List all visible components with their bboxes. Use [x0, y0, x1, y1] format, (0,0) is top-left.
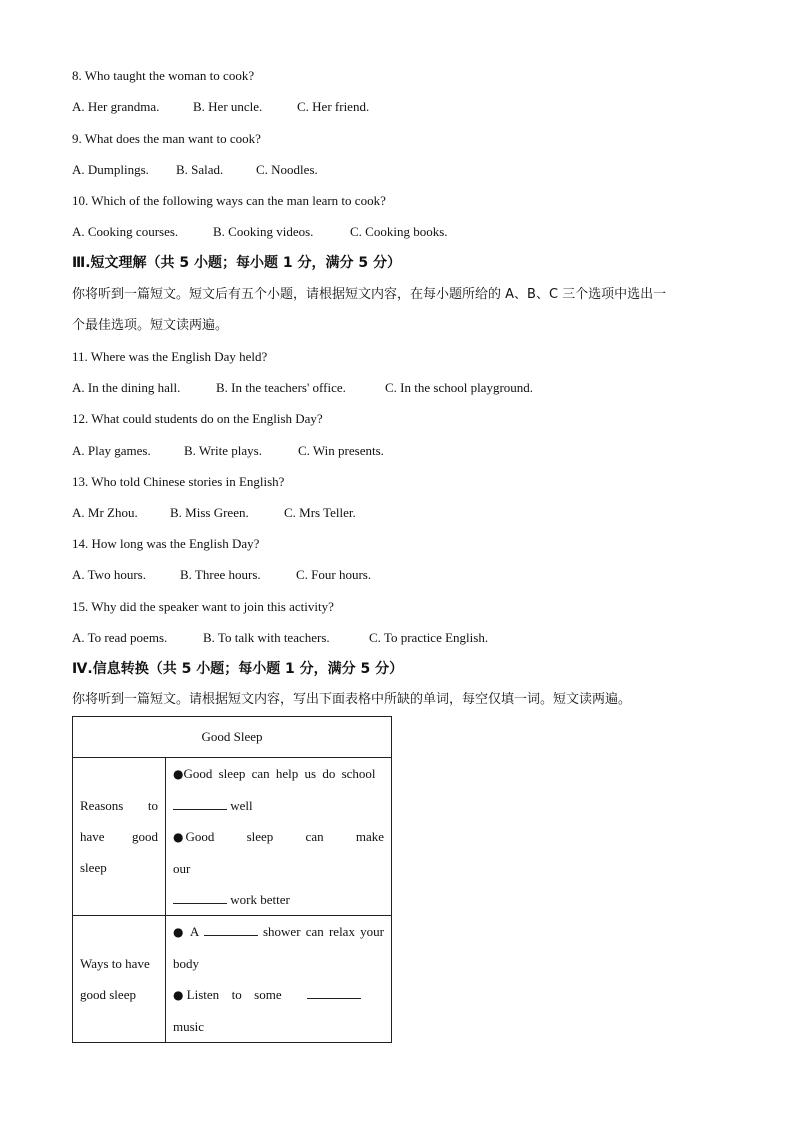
answer-blank[interactable]: [173, 891, 227, 904]
label-word: Reasons: [80, 798, 124, 813]
section-4-heading: Ⅳ.信息转换（共 5 小题；每小题 1 分，满分 5 分）: [72, 661, 404, 677]
label-word: have: [80, 829, 105, 844]
question-15-text: 15. Why did the speaker want to join this activity?: [72, 599, 334, 614]
question-10-options: [72, 224, 448, 240]
option-a: A. Play games.: [72, 443, 151, 458]
bullet-icon: ●: [173, 767, 184, 781]
option-b: B. Three hours.: [180, 567, 261, 582]
option-c: C. Her friend.: [297, 99, 370, 114]
option-a: A. To read poems.: [72, 630, 168, 645]
question-12-options: [72, 443, 384, 459]
table-item: [173, 758, 384, 821]
table-item: [173, 916, 384, 979]
question-11-text: 11. Where was the English Day held?: [72, 349, 268, 364]
option-a: A. Mr Zhou.: [72, 505, 138, 520]
question-15-options: [72, 630, 488, 646]
section-3-instruction-line-2: 个最佳选项。短文读两遍。: [72, 318, 229, 333]
answer-blank[interactable]: [204, 923, 258, 936]
question-14-options: [72, 567, 371, 583]
item-text: shower can relax your body: [173, 924, 384, 971]
option-c: C. Noodles.: [256, 162, 318, 177]
question-9-text: 9. What does the man want to cook?: [72, 131, 261, 146]
option-a: A. Her grandma.: [72, 99, 160, 114]
item-text: Listen to some: [186, 987, 282, 1002]
item-text: A: [189, 924, 199, 939]
option-c: C. Mrs Teller.: [284, 505, 356, 520]
question-10-text: 10. Which of the following ways can the man learn to cook?: [72, 193, 386, 208]
option-b: B. Cooking videos.: [213, 224, 314, 239]
answer-blank[interactable]: [307, 986, 361, 999]
label-word: to: [147, 798, 158, 813]
question-12-text: 12. What could students do on the English Day?: [72, 411, 323, 426]
item-text: music: [173, 1019, 205, 1034]
option-c: C. Win presents.: [298, 443, 384, 458]
option-a: A. Dumplings.: [72, 162, 149, 177]
question-8-text: 8. Who taught the woman to cook?: [72, 68, 255, 83]
item-text: Good sleep can help us do school: [183, 766, 376, 781]
option-b: B. Her uncle.: [193, 99, 263, 114]
table-row: [73, 916, 392, 1043]
question-13-text: 13. Who told Chinese stories in English?: [72, 474, 285, 489]
table-row: [73, 758, 392, 916]
label-word: good: [132, 829, 158, 844]
question-8-options: [72, 99, 369, 115]
row-content-reasons: [166, 758, 392, 916]
row-content-ways: [166, 916, 392, 1043]
row-label-reasons: [73, 758, 166, 916]
question-11-options: [72, 380, 533, 396]
table-title: Good Sleep: [73, 717, 392, 758]
option-a: A. Cooking courses.: [72, 224, 179, 239]
option-b: B. In the teachers' office.: [216, 380, 346, 395]
bullet-icon: ●: [173, 830, 186, 844]
option-b: B. Miss Green.: [170, 505, 249, 520]
item-text: work better: [230, 892, 290, 907]
option-a: A. In the dining hall.: [72, 380, 181, 395]
item-text: Good sleep can make our: [173, 829, 384, 876]
option-c: C. To practice English.: [369, 630, 489, 645]
option-b: B. Write plays.: [184, 443, 262, 458]
question-14-text: 14. How long was the English Day?: [72, 536, 260, 551]
table-item: [173, 821, 384, 915]
label-line: Ways to have: [80, 956, 150, 971]
bullet-icon: ●: [173, 925, 186, 939]
option-c: C. In the school playground.: [385, 380, 534, 395]
label-word: sleep: [80, 860, 107, 875]
label-line: good sleep: [80, 987, 136, 1002]
option-b: B. To talk with teachers.: [203, 630, 330, 645]
question-13-options: [72, 505, 356, 521]
section-3-instruction-line-1: 你将听到一篇短文。短文后有五个小题，请根据短文内容，在每小题所给的 A、B、C 三个选项中选出一: [72, 287, 667, 302]
option-b: B. Salad.: [176, 162, 224, 177]
section-3-heading: Ⅲ.短文理解（共 5 小题；每小题 1 分，满分 5 分）: [72, 255, 402, 271]
option-c: C. Four hours.: [296, 567, 372, 582]
option-c: C. Cooking books.: [350, 224, 448, 239]
bullet-icon: ●: [173, 988, 187, 1002]
answer-blank[interactable]: [173, 797, 227, 810]
row-label-ways: [73, 916, 166, 1043]
section-4-instruction: 你将听到一篇短文。请根据短文内容，写出下面表格中所缺的单词，每空仅填一词。短文读两遍。: [72, 692, 632, 707]
question-9-options: [72, 162, 318, 178]
table-item: [173, 979, 384, 1042]
option-a: A. Two hours.: [72, 567, 146, 582]
table-header-row: [73, 717, 392, 758]
item-text: well: [230, 798, 253, 813]
good-sleep-table: [72, 716, 392, 1043]
